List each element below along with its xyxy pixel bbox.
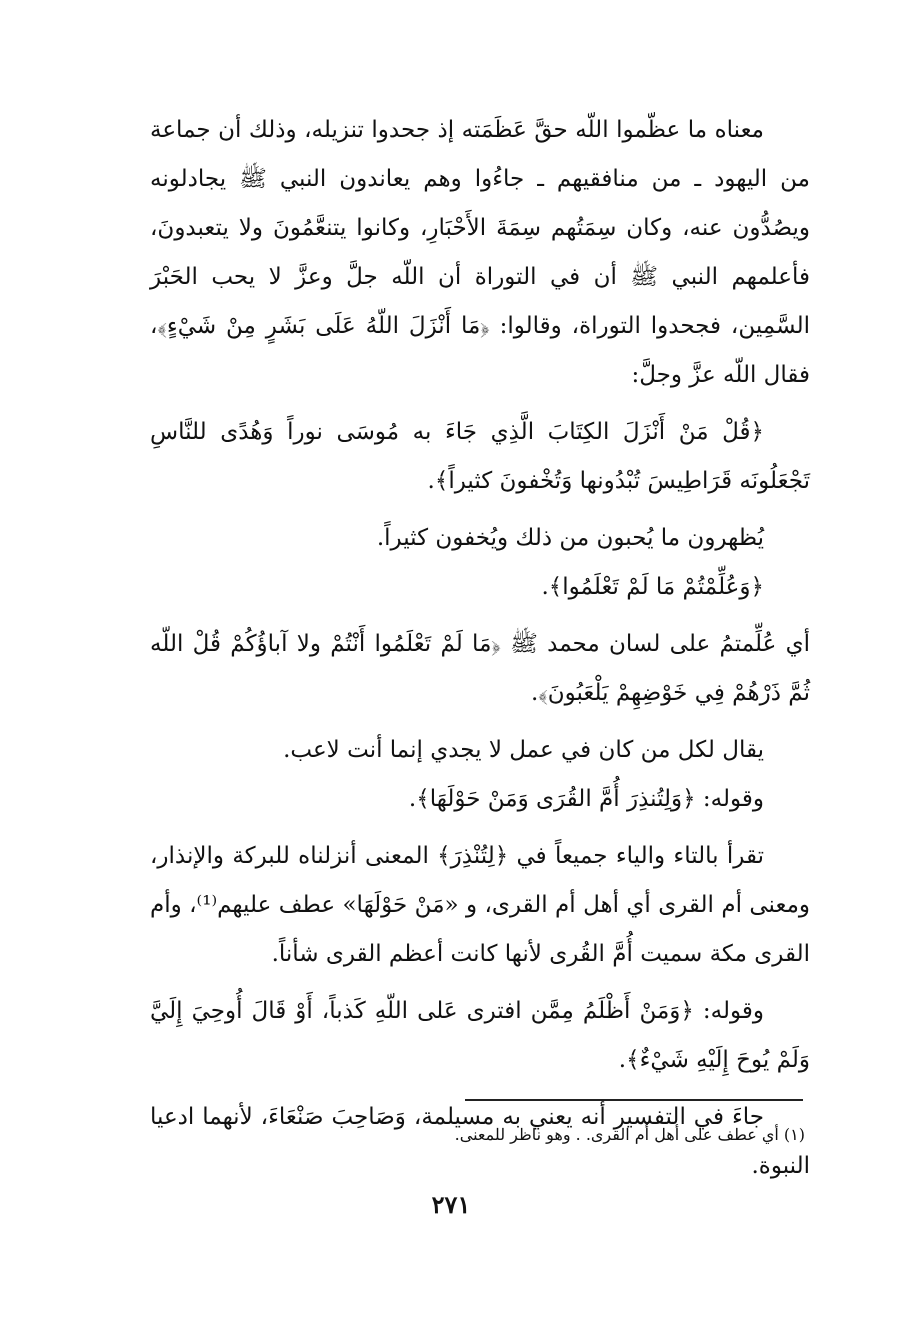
page-number: ٢٧١ [431,1190,471,1219]
paragraph-10: جاءَ في التفسير أنه يعني به مسيلمة، وَصَاحِبَ صَنْعَاءَ، لأنهما ادعيا النبوة. [150,1104,810,1179]
paragraph-9: وقوله: ﴿وَمَنْ أَظْلَمُ مِمَّن افترى عَلى اللّهِ كَذباً، أَوْ قَالَ أُوحِيَ إِلَيَّ وَلَمْ يُوحَ إِلَيْهِ شَيْءٌ﴾. [150,998,810,1073]
footnote: (١) أي عطف على أهل أم القرى. . وهو ناظر للمعنى. [454,1125,805,1144]
paragraph-7: وقوله: ﴿وَلِتُنذِرَ أُمَّ القُرَى وَمَنْ حَوْلَهَا﴾. [408,786,764,812]
paragraph-4: ﴿وَعُلِّمْتُمْ مَا لَمْ تَعْلَمُوا﴾. [541,574,764,600]
paragraph-1: معناه ما عظّموا اللّه حقَّ عَظَمَته إذ جحدوا تنزيله، وذلك أن جماعة من اليهود ـ من منافقيهم ـ جاءُوا وهم يعاندون النبي ﷺ يجادلونه ويصُدُّون عنه، وكان سِمَتُهم سِمَةَ الأَحْبَارِ، وكانوا يتنعَّمُونَ ولا يتعبدونَ، فأعلمهم النبي ﷺ أن في التوراة أن اللّه جلَّ وعزَّ لا يحب الحَبْرَ السَّمِين، فجحدوا التوراة، وقالوا: ﴿مَا أَنْزَلَ اللّهُ عَلَى بَشَرٍ مِنْ شَيْءٍ﴾، فقال اللّه عزَّ وجلَّ: [150,117,810,388]
paragraph-2: ﴿قُلْ مَنْ أَنْزَلَ الكِتَابَ الَّذِي جَاءَ به مُوسَى نوراً وَهُدًى للنَّاسِ تَجْعَلُونَه قَرَاطِيسَ تُبْدُونها وَتُخْفونَ كثيراً﴾. [150,419,810,494]
footnote-divider [465,1099,803,1101]
main-text [150,106,810,1191]
paragraph-8: تقرأ بالتاء والياء جميعاً في ﴿لِتُنْذِرَ﴾ المعنى أنزلناه للبركة والإنذار، ومعنى أم القرى أي أهل أم القرى، و «مَنْ حَوْلَهَا» عطف عليهم⁽¹⁾، وأم القرى مكة سميت أُمَّ القُرى لأنها كانت أعظم القرى شأناً. [150,843,810,967]
paragraph-5: أي عُلِّمتمُ على لسان محمد ﷺ ﴿مَا لَمْ تَعْلَمُوا أَنْتُمْ ولا آباؤُكُمْ قُلْ اللّه ثُمَّ ذَرْهُمْ فِي خَوْضِهِمْ يَلْعَبُونَ﴾. [150,631,810,706]
paragraph-3: يُظهرون ما يُحبون من ذلك ويُخفون كثيراً. [376,525,764,551]
paragraph-6: يقال لكل من كان في عمل لا يجدي إنما أنت لاعب. [283,737,764,763]
